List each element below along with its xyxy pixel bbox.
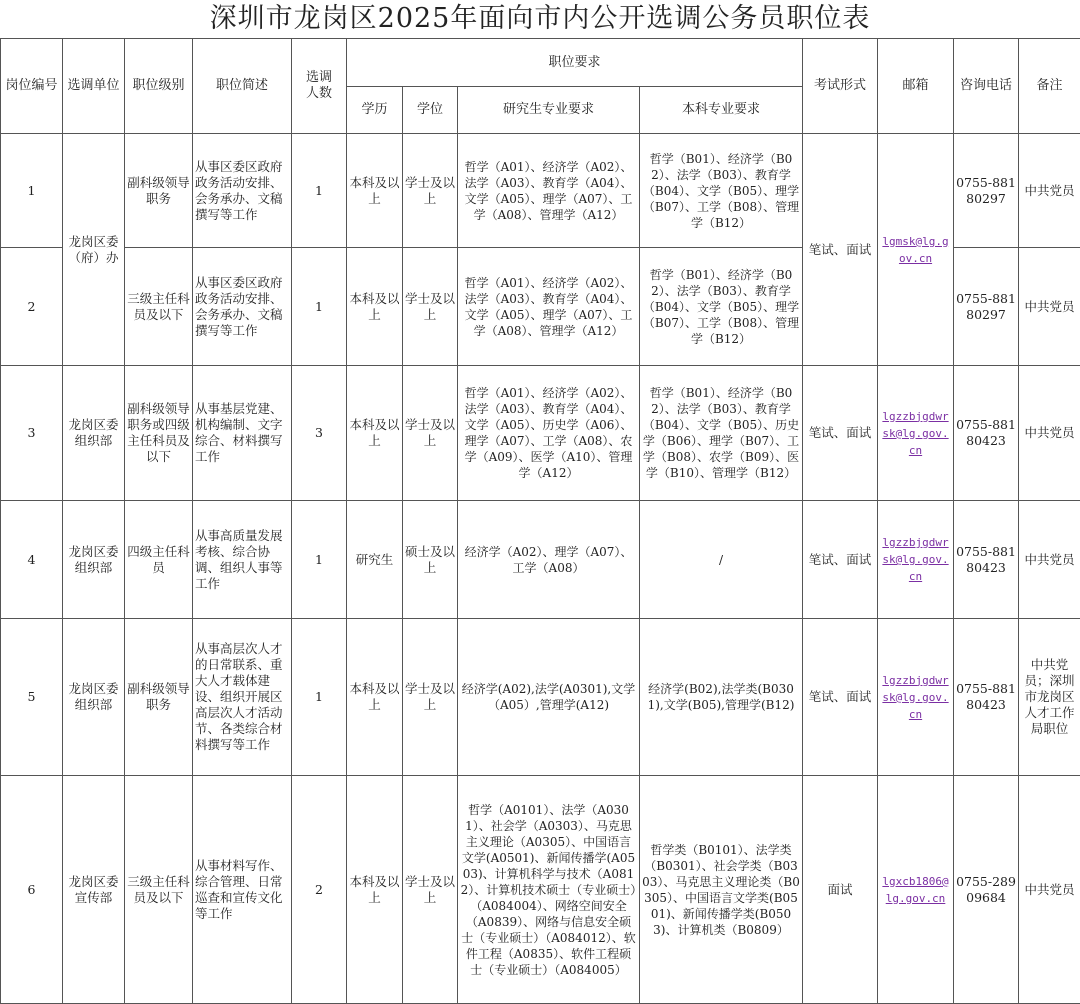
cell-level: 四级主任科员	[125, 501, 193, 619]
header-unit: 选调单位	[63, 39, 125, 134]
header-degree: 学位	[403, 87, 458, 134]
cell-education: 本科及以上	[347, 776, 403, 1004]
cell-exam: 笔试、面试	[803, 366, 878, 501]
header-id: 岗位编号	[1, 39, 63, 134]
cell-email	[878, 134, 954, 366]
cell-note: 中共党员	[1019, 501, 1080, 619]
cell-id: 2	[1, 248, 63, 366]
cell-degree: 学士及以上	[403, 134, 458, 248]
header-desc: 职位简述	[193, 39, 292, 134]
cell-exam: 笔试、面试	[803, 134, 878, 366]
cell-desc: 从事区委区政府政务活动安排、会务承办、文稿撰写等工作	[193, 134, 292, 248]
header-count: 选调人数	[292, 39, 347, 134]
cell-level: 副科级领导职务	[125, 619, 193, 776]
cell-id: 1	[1, 134, 63, 248]
cell-desc: 从事基层党建、机构编制、文字综合、材料撰写工作	[193, 366, 292, 501]
cell-id: 3	[1, 366, 63, 501]
cell-email	[878, 619, 954, 776]
header-phone: 咨询电话	[954, 39, 1019, 134]
table-row	[1, 366, 1080, 501]
cell-phone: 0755-88180423	[954, 501, 1019, 619]
cell-graduate-major: 哲学（A01）、经济学（A02）、法学（A03）、教育学（A04）、文学（A05）、历史学（A06）、理学（A07）、工学（A08）、农学（A09）、医学（A10）、管理学（A12）	[458, 366, 640, 501]
header-exam: 考试形式	[803, 39, 878, 134]
cell-level: 副科级领导职务	[125, 134, 193, 248]
position-table	[0, 38, 1080, 1004]
page-title: 深圳市龙岗区2025年面向市内公开选调公务员职位表	[0, 0, 1080, 38]
email-link[interactable]: lgzzbjgdwrsk@lg.gov.cn	[882, 410, 948, 457]
cell-phone: 0755-88180297	[954, 134, 1019, 248]
cell-count: 3	[292, 366, 347, 501]
cell-note: 中共党员	[1019, 366, 1080, 501]
header-undergrad-major: 本科专业要求	[640, 87, 803, 134]
cell-phone: 0755-88180297	[954, 248, 1019, 366]
header-note: 备注	[1019, 39, 1080, 134]
cell-count: 2	[292, 776, 347, 1004]
cell-email	[878, 366, 954, 501]
cell-education: 本科及以上	[347, 619, 403, 776]
cell-count: 1	[292, 501, 347, 619]
header-education: 学历	[347, 87, 403, 134]
header-level: 职位级别	[125, 39, 193, 134]
email-link[interactable]: lgzzbjgdwrsk@lg.gov.cn	[882, 536, 948, 583]
cell-note: 中共党员	[1019, 248, 1080, 366]
cell-phone: 0755-88180423	[954, 619, 1019, 776]
cell-level: 三级主任科员及以下	[125, 248, 193, 366]
cell-exam: 笔试、面试	[803, 619, 878, 776]
header-graduate-major: 研究生专业要求	[458, 87, 640, 134]
cell-unit: 龙岗区委宣传部	[63, 776, 125, 1004]
cell-desc: 从事高质量发展考核、综合协调、组织人事等工作	[193, 501, 292, 619]
cell-desc: 从事区委区政府政务活动安排、会务承办、文稿撰写等工作	[193, 248, 292, 366]
cell-degree: 学士及以上	[403, 776, 458, 1004]
cell-exam: 面试	[803, 776, 878, 1004]
email-link[interactable]: lgzzbjgdwrsk@lg.gov.cn	[882, 674, 948, 721]
cell-count: 1	[292, 248, 347, 366]
cell-degree: 学士及以上	[403, 248, 458, 366]
cell-id: 5	[1, 619, 63, 776]
cell-phone: 0755-28909684	[954, 776, 1019, 1004]
cell-level: 副科级领导职务或四级主任科员及以下	[125, 366, 193, 501]
cell-undergrad-major: 哲学（B01）、经济学（B02）、法学（B03）、教育学（B04）、文学（B05）、历史学（B06）、理学（B07）、工学（B08）、农学（B09）、医学（B10）、管理学（B12）	[640, 366, 803, 501]
cell-email	[878, 776, 954, 1004]
cell-graduate-major: 经济学（A02）、理学（A07）、工学（A08）	[458, 501, 640, 619]
table-row	[1, 134, 1080, 248]
cell-id: 4	[1, 501, 63, 619]
cell-unit: 龙岗区委组织部	[63, 366, 125, 501]
header-email: 邮箱	[878, 39, 954, 134]
cell-education: 本科及以上	[347, 248, 403, 366]
cell-desc: 从事材料写作、综合管理、日常巡查和宣传文化等工作	[193, 776, 292, 1004]
cell-undergrad-major: 经济学(B02),法学类(B0301),文学(B05),管理学(B12)	[640, 619, 803, 776]
cell-note: 中共党员	[1019, 134, 1080, 248]
cell-education: 本科及以上	[347, 366, 403, 501]
cell-unit: 龙岗区委组织部	[63, 619, 125, 776]
cell-degree: 学士及以上	[403, 619, 458, 776]
cell-degree: 硕士及以上	[403, 501, 458, 619]
table-row	[1, 501, 1080, 619]
cell-education: 研究生	[347, 501, 403, 619]
cell-desc: 从事高层次人才的日常联系、重大人才载体建设、组织开展区高层次人才活动节、各类综合材料撰写等工作	[193, 619, 292, 776]
cell-count: 1	[292, 619, 347, 776]
cell-education: 本科及以上	[347, 134, 403, 248]
cell-undergrad-major: /	[640, 501, 803, 619]
cell-undergrad-major: 哲学（B01）、经济学（B02）、法学（B03）、教育学（B04）、文学（B05）、理学（B07）、工学（B08）、管理学（B12）	[640, 134, 803, 248]
cell-phone: 0755-88180423	[954, 366, 1019, 501]
cell-graduate-major: 哲学（A0101）、法学（A0301）、社会学（A0303）、马克思主义理论（A0305）、中国语言文学(A0501)、新闻传播学(A0503)、计算机科学与技术（A0812）、计算机技术硕士（专业硕士）（A084004）、网络空间安全（A0839）、网络与信息安全硕士（专业硕士）（A084012）、软件工程（A0835）、软件工程硕士（专业硕士）（A084005）	[458, 776, 640, 1004]
cell-id: 6	[1, 776, 63, 1004]
email-link[interactable]: lgmsk@lg.gov.cn	[882, 235, 948, 265]
cell-count: 1	[292, 134, 347, 248]
table-row	[1, 619, 1080, 776]
cell-graduate-major: 哲学（A01）、经济学（A02）、法学（A03）、教育学（A04）、文学（A05）、理学（A07）、工学（A08）、管理学（A12）	[458, 134, 640, 248]
cell-note: 中共党员；深圳市龙岗区人才工作局职位	[1019, 619, 1080, 776]
table-row	[1, 776, 1080, 1004]
cell-unit: 龙岗区委组织部	[63, 501, 125, 619]
cell-degree: 学士及以上	[403, 366, 458, 501]
cell-email	[878, 501, 954, 619]
cell-unit: 龙岗区委（府）办	[63, 134, 125, 366]
cell-undergrad-major: 哲学类（B0101）、法学类（B0301）、社会学类（B0303）、马克思主义理论类（B0305）、中国语言文学类(B0501)、新闻传播学类(B0503)、计算机类（B0809）	[640, 776, 803, 1004]
header-requirements: 职位要求	[347, 39, 803, 87]
cell-graduate-major: 哲学（A01）、经济学（A02）、法学（A03）、教育学（A04）、文学（A05）、理学（A07）、工学（A08）、管理学（A12）	[458, 248, 640, 366]
cell-graduate-major: 经济学(A02),法学(A0301),文学（A05）,管理学(A12)	[458, 619, 640, 776]
cell-level: 三级主任科员及以下	[125, 776, 193, 1004]
email-link[interactable]: lgxcb1806@lg.gov.cn	[882, 875, 948, 905]
cell-note: 中共党员	[1019, 776, 1080, 1004]
cell-exam: 笔试、面试	[803, 501, 878, 619]
cell-undergrad-major: 哲学（B01）、经济学（B02）、法学（B03）、教育学（B04）、文学（B05）、理学（B07）、工学（B08）、管理学（B12）	[640, 248, 803, 366]
